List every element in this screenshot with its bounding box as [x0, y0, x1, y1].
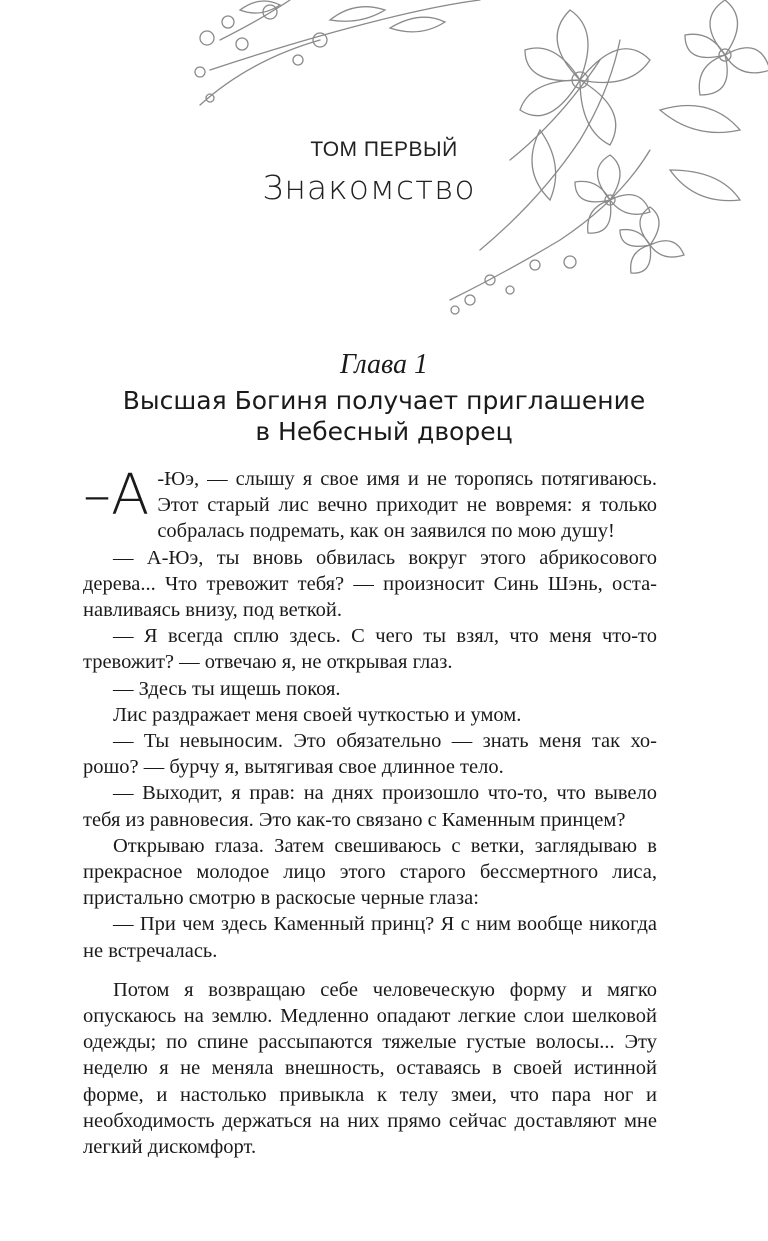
chapter-body [83, 463, 657, 1160]
paragraph: — Ты невыносим. Это обязательно — знать меня так хорошо? — бурчу я, вытягивая свое длинное тело. [83, 730, 657, 779]
chapter-label: Глава 1 [340, 349, 428, 380]
floral-illustration [180, 0, 768, 330]
paragraph: — Выходит, я прав: на днях произошло что-то, что вывело тебя из равновесия. Это как-то связано с Каменным принцем? [83, 782, 657, 831]
volume-title: Знакомство [262, 168, 476, 207]
paragraph: — Я всегда сплю здесь. С чего ты взял, что меня что-то тревожит? — отвечаю я, не открывая глаз. [83, 625, 657, 674]
chapter-title-line-1: Высшая Богиня получает приглашение [122, 386, 646, 415]
floral-branch-icon [180, 0, 768, 330]
paragraph-text: -Юэ, — слышу я свое имя и не торопясь потягиваюсь. Этот старый лис вечно приходит не вовремя: я только собралась подремать, как он заявился по мою душу! [157, 468, 657, 543]
paragraph: — При чем здесь Каменный принц? Я с ним вообще никогда не встречалась. [83, 913, 657, 962]
paragraph: Лис раздражает меня своей чуткостью и умом. [113, 703, 522, 726]
paragraph: Потом я возвращаю себе человеческую форму и мягко опускаюсь на землю. Медленно опадают легкие слои шелковой одежды; по спине рассыпаются тяжелые густые волосы... Эту неделю я не меняла внешность, оставаясь в своей истинной форме, и настолько привыкла к телу змеи, что пара ног и необходимость держаться на них прямо сейчас доставляют мне легкий дискомфорт. [83, 978, 657, 1159]
paragraph: Открываю глаза. Затем свешиваюсь с ветки, заглядываю в прекрасное молодое лицо этого старого бессмертного лиса, пристально смотрю в раскосые черные глаза: [83, 834, 657, 910]
chapter-title-line-2: в Небесный дворец [255, 417, 513, 446]
paragraph [83, 463, 657, 545]
chapter-title [100, 385, 668, 447]
paragraph: — Здесь ты ищешь покоя. [113, 677, 341, 700]
volume-label: ТОМ ПЕРВЫЙ [310, 138, 458, 161]
drop-cap: –А [83, 463, 150, 528]
paragraph: — А-Юэ, ты вновь обвилась вокруг этого абрикосового дерева... Что тревожит тебя? — произносит Синь Шэнь, останавливаясь внизу, под веткой. [83, 546, 657, 622]
